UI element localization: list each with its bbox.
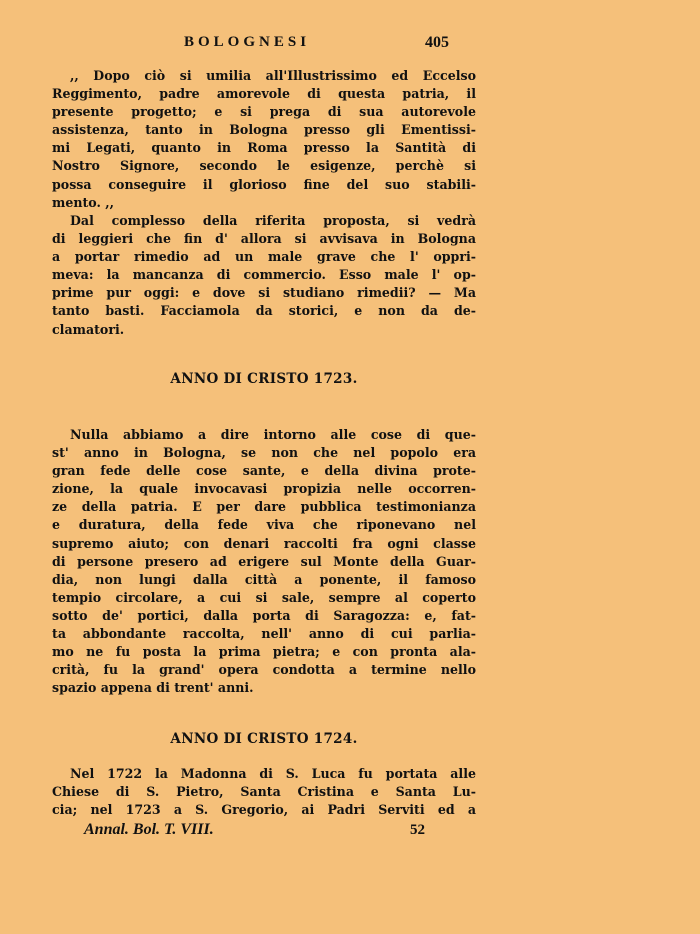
text-line: Nel 1722 la Madonna di S. Luca fu portata alle: [70, 766, 476, 781]
text-line: di persone presero ad erigere sul Monte della Guar-: [52, 553, 476, 569]
paragraph-1723: [52, 426, 476, 697]
text-line: tempio circolare, a cui si sale, sempre al coperto: [52, 589, 476, 605]
text-line: sotto de' portici, dalla porta di Saragozza: e, fat-: [52, 607, 476, 623]
sheet-number: 52: [410, 822, 425, 838]
text-line: a portar rimedio ad un male grave che l' oppri-: [52, 249, 476, 265]
running-head: BOLOGNESI: [184, 34, 311, 50]
text-line: di leggieri che fin d' allora si avvisava in Bologna: [52, 231, 476, 247]
text-line: cia; nel 1723 a S. Gregorio, ai Padri Serviti ed a: [52, 802, 476, 818]
text-line: Dal complesso della riferita proposta, si vedrà: [70, 213, 476, 228]
text-line: crità, fu la grand' opera condotta a termine nello: [52, 662, 476, 678]
text-line: mi Legati, quanto in Roma presso la Santità di: [52, 140, 476, 156]
text-line: Nostro Signore, secondo le esigenze, perchè si: [52, 158, 476, 174]
text-line: ,, Dopo ciò si umilia all'Illustrissimo ed Eccelso: [70, 68, 476, 83]
text-line: ze della patria. E per dare pubblica testimonianza: [52, 499, 476, 515]
page-number: 405: [425, 34, 449, 51]
text-line: Chiese di S. Pietro, Santa Cristina e Santa Lu-: [52, 784, 476, 800]
text-line: ta abbondante raccolta, nell' anno di cui parlia-: [52, 626, 476, 642]
text-line: meva: la mancanza di commercio. Esso male l' op-: [52, 267, 476, 283]
text-line: zione, la quale invocavasi propizia nelle occorren-: [52, 481, 476, 497]
paragraph-commentary: [52, 212, 476, 339]
text-line: tanto basti. Facciamola da storici, e non da de-: [52, 303, 476, 319]
page-header: [0, 34, 700, 56]
section-heading-1723: ANNO DI CRISTO 1723.: [170, 371, 358, 387]
printer-signature: Annal. Bol. T. VIII.: [84, 821, 214, 838]
text-line: dia, non lungi dalla città a ponente, il famoso: [52, 571, 476, 587]
text-line: presente progetto; e si prega di sua autorevole: [52, 104, 476, 120]
text-line: spazio appena di trent' anni.: [52, 680, 254, 696]
text-line: mo ne fu posta la prima pietra; e con pronta ala-: [52, 644, 476, 660]
text-line: gran fede delle cose sante, e della divina prote-: [52, 463, 476, 479]
page-footer: [0, 821, 700, 841]
paragraph-quote-end: [52, 67, 476, 212]
text-line: possa conseguire il glorioso fine del suo stabili-: [52, 176, 476, 192]
text-line: st' anno in Bologna, se non che nel popolo era: [52, 445, 476, 461]
text-line: mento. ,,: [52, 194, 115, 210]
section-heading-1724: ANNO DI CRISTO 1724.: [170, 731, 358, 747]
paragraph-1724: [52, 765, 476, 819]
text-line: Reggimento, padre amorevole di questa patria, il: [52, 86, 476, 102]
text-line: assistenza, tanto in Bologna presso gli Ementissi-: [52, 122, 476, 138]
text-line: e duratura, della fede viva che riponevano nel: [52, 517, 476, 533]
text-line: supremo aiuto; con denari raccolti fra ogni classe: [52, 535, 476, 551]
text-line: Nulla abbiamo a dire intorno alle cose di que-: [70, 427, 476, 442]
text-line: clamatori.: [52, 321, 125, 337]
text-line: prime pur oggi: e dove si studiano rimedii? — Ma: [52, 285, 476, 301]
